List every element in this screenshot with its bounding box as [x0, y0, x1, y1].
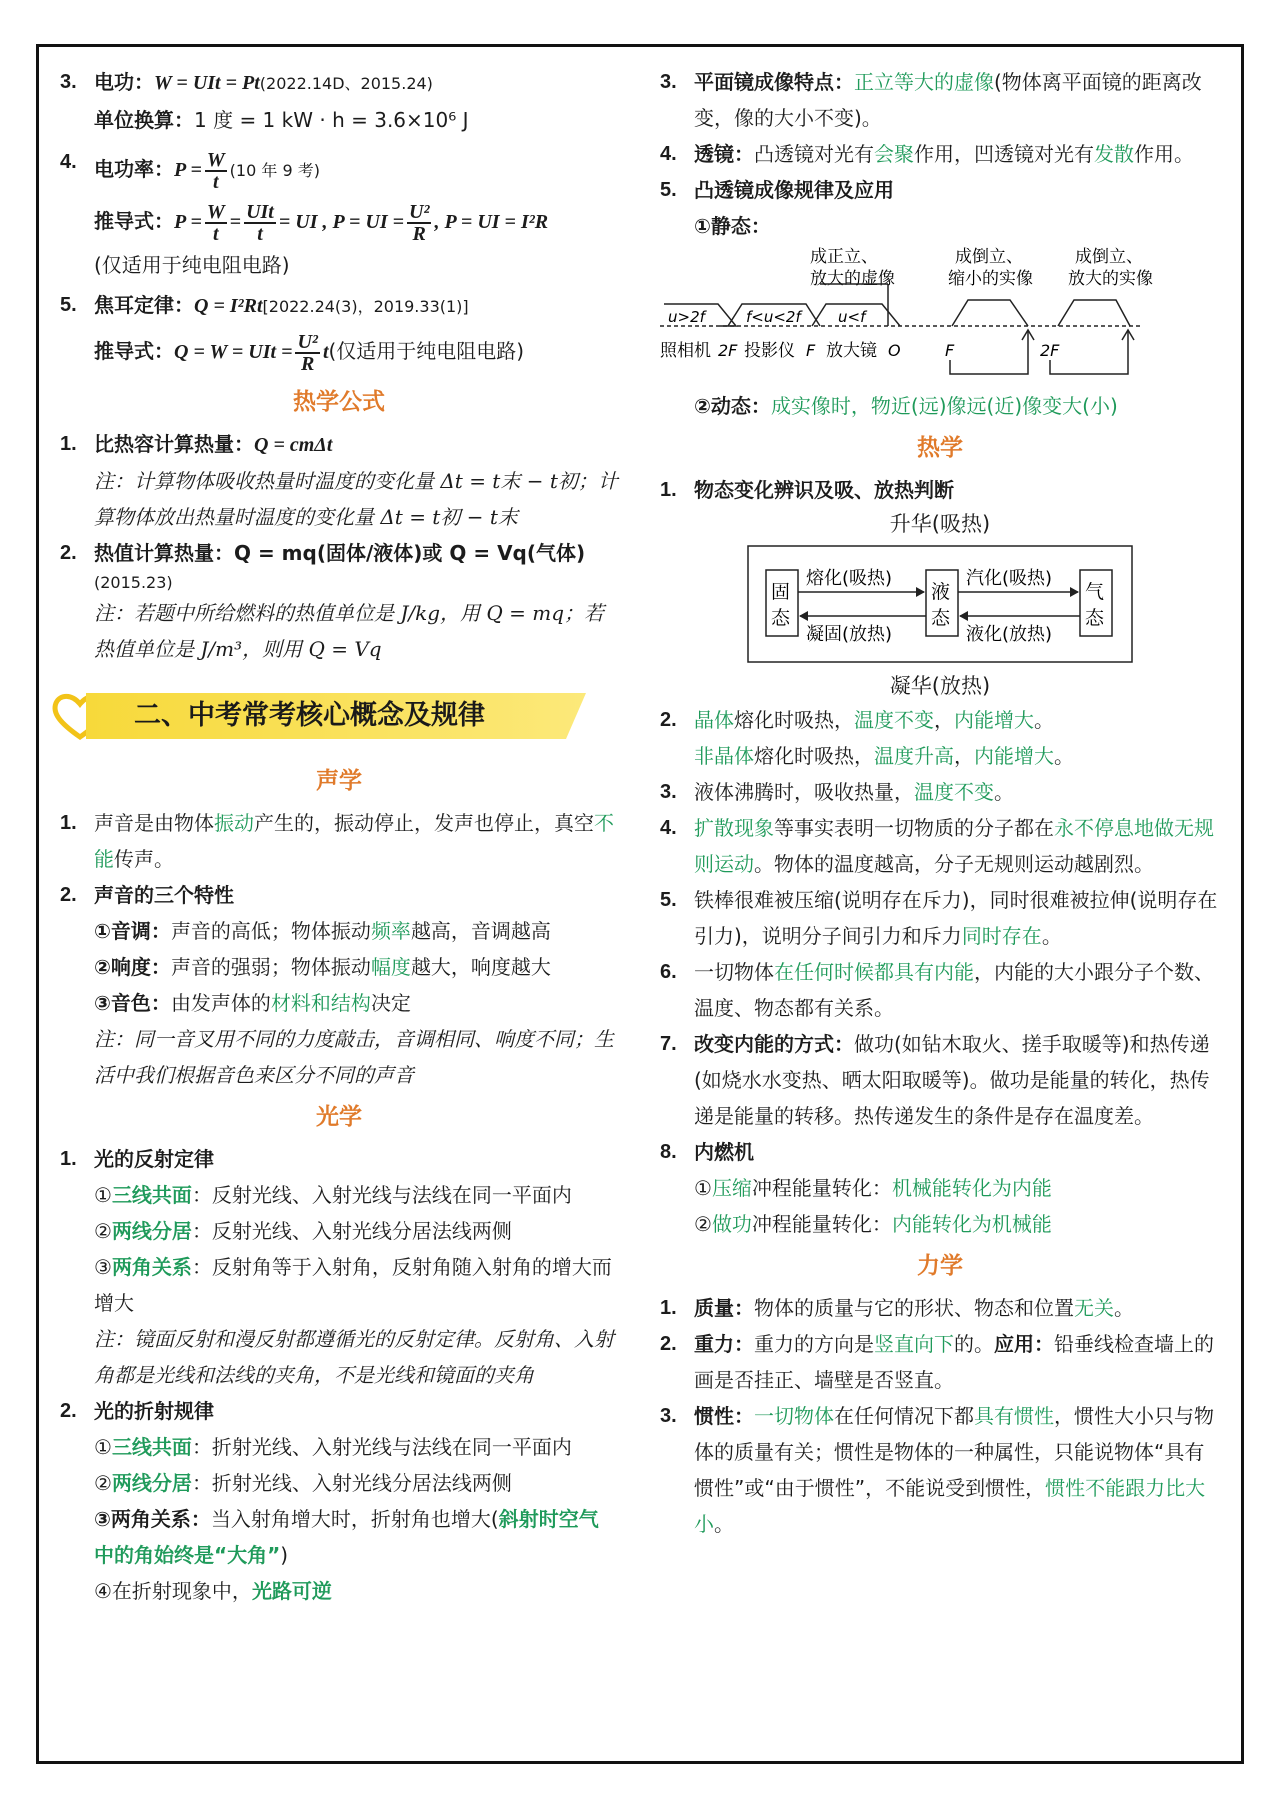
text: 的。 [954, 1332, 994, 1356]
text: ：反射光线、入射光线分居法线两侧 [191, 1219, 512, 1243]
label: 物态变化辨识及吸、放热判断 [694, 478, 954, 502]
note: 注：镜面反射和漫反射都遵循光的反射定律。反射角、入射角都是光线和法线的夹角，不是光线和镜面的夹角 [94, 1327, 614, 1387]
arrow-head-icon [959, 611, 968, 621]
keyword: 具有惯性 [974, 1404, 1054, 1428]
freezing-label: 凝固(放热) [806, 624, 893, 645]
item-sound-1 [60, 805, 618, 877]
keyword: 两线分居 [111, 1219, 192, 1243]
lens-imaging-diagram [660, 244, 1220, 384]
keyword: 幅度 [370, 955, 411, 979]
exam-ref: [2022.24(3)，2019.33(1)] [262, 297, 469, 316]
reflection-rule-3 [60, 1249, 618, 1321]
state-diagram-svg [740, 540, 1140, 670]
label-enlarged: 成倒立、 [1075, 247, 1143, 267]
dynamic-rule [660, 388, 1220, 424]
item-convex-lens [660, 172, 1220, 208]
item-number: 2. [60, 884, 77, 906]
item-number: 5. [660, 179, 677, 201]
item-number: 2. [660, 1333, 677, 1355]
text: 作用，凹透镜对光有 [914, 142, 1094, 166]
item-number: 1. [660, 1297, 677, 1319]
item-sound-2 [60, 877, 618, 913]
section-banner [46, 685, 618, 747]
item-engine [660, 1134, 1220, 1170]
keyword: 同时存在 [961, 924, 1042, 948]
keyword: 频率 [370, 919, 411, 943]
text: 当入射角增大时，折射角也增大( [210, 1507, 499, 1531]
reflection-rule-1 [60, 1177, 618, 1213]
label: 改变内能的方式： [694, 1032, 854, 1056]
label-enlarged-2: 放大的实像 [1068, 269, 1153, 289]
sublimation-label: 升华(吸热) [889, 512, 991, 536]
text: 声音是由物体 [94, 811, 214, 835]
marker: ① [94, 1183, 112, 1207]
text: ：折射光线、入射光线与法线在同一平面内 [191, 1435, 572, 1459]
refraction-rule-2 [60, 1465, 618, 1501]
item-number: 4. [660, 817, 677, 839]
text: ，内能的大小跟分子个数、温度、物态都有关系。 [694, 960, 1214, 1020]
text: (物体离平面镜的距离改变，像的大小不变)。 [694, 70, 1202, 130]
text: 做功(如钻木取火、搓手取暖等)和热传递(如烧水水变热、晒太阳取暖等)。做功是能量的转化，热传递是能量的转移。热传递发生的条件是存在温度差。 [694, 1032, 1210, 1128]
left-column [60, 64, 618, 1609]
text: ：折射光线、入射光线分居法线两侧 [191, 1471, 512, 1495]
deposition-label: 凝华(放热) [889, 674, 991, 698]
arrow-head-icon [916, 587, 925, 597]
text: 声音的高低；物体振动 [170, 919, 371, 943]
label: 单位换算： [94, 108, 194, 132]
solid-label-2: 态 [771, 607, 791, 629]
item-state-change [660, 472, 1220, 508]
text: 。 [1034, 708, 1054, 732]
keyword: 内能转化为机械能 [891, 1212, 1052, 1236]
item-diffusion [660, 810, 1220, 882]
item-boiling [660, 774, 1220, 810]
item-number: 3. [660, 1405, 677, 1427]
keyword: 两角关系 [111, 1255, 192, 1279]
item-joule-law [60, 287, 618, 325]
keyword: 会聚 [874, 142, 914, 166]
section-title-mechanics: 力学 [917, 1253, 963, 1279]
formula: 1 度 = 1 kW · h = 3.6×10⁶ J [194, 108, 469, 132]
power-derivation-note: (仅适用于纯电阻电路) [94, 253, 290, 277]
keyword: 正立等大的虚像 [854, 70, 994, 94]
point-2F-right: 2F [1040, 341, 1060, 360]
keyword: 振动 [214, 811, 254, 835]
text: 。 [1114, 1296, 1134, 1320]
gas-label-1: 气 [1085, 581, 1105, 603]
point-F: F [806, 341, 816, 360]
text: 作用。 [1134, 142, 1194, 166]
label: 推导式： [94, 339, 174, 363]
item-number: 3. [60, 71, 77, 93]
solid-label-1: 固 [771, 581, 791, 603]
gas-label-2: 态 [1085, 607, 1105, 629]
refraction-rule-1 [60, 1429, 618, 1465]
item-lens [660, 136, 1220, 172]
keyword: 温度不变 [914, 780, 994, 804]
liquid-label-1: 液 [931, 581, 951, 603]
section-title-heat-formulas: 热学公式 [293, 389, 385, 415]
text: ， [934, 708, 954, 732]
keyword: 惯性不能跟力比大小 [694, 1476, 1206, 1536]
state-change-diagram [740, 540, 1140, 670]
vaporization-label: 汽化(吸热) [966, 568, 1053, 589]
real-enlarged-bracket [1058, 300, 1130, 326]
formula: Q = I²Rt [194, 295, 263, 317]
exam-ref: (2022.14D、2015.24) [259, 74, 433, 93]
item-number: 5. [60, 294, 77, 316]
item-specific-heat [60, 426, 618, 535]
range-label: f<u<2f [746, 308, 801, 326]
keyword: 温度不变 [854, 708, 934, 732]
banner-title: 二、中考常考核心概念及规律 [134, 700, 485, 731]
arrow-path-1 [950, 330, 1028, 374]
condensation-label: 液化(放热) [966, 624, 1053, 645]
item-label: 光的折射规律 [94, 1399, 214, 1423]
arrow-head-icon [1070, 587, 1079, 597]
refraction-rule-3 [60, 1501, 618, 1573]
power-derivation: 推导式：P = $\frac{W}{t}$ = $\frac{\text{UIt}}{t}$ = UI , P = UI = $\frac{\text{U²}}{R}$ , P = UI = I²R [94, 200, 549, 245]
label: 推导式： [94, 209, 174, 233]
item-heat-value [60, 535, 618, 667]
reflection-rule-2 [60, 1213, 618, 1249]
text: 液体沸腾时，吸收热量， [694, 780, 914, 804]
text: 一切物体 [694, 960, 774, 984]
formula: W = UIt = Pt [154, 72, 260, 94]
item-number: 7. [660, 1033, 677, 1055]
item-label: 光的反射定律 [94, 1147, 214, 1171]
label-reduced-2: 缩小的实像 [948, 269, 1033, 289]
text: ④在折射现象中， [94, 1579, 252, 1603]
label: ③音色： [94, 991, 171, 1015]
item-reflection [60, 1141, 618, 1177]
keyword: 非晶体 [694, 744, 754, 768]
item-number: 6. [660, 961, 677, 983]
joule-derivation: 推导式：Q = W = UIt = $\frac{\text{U²}}{R}$ t(仅适用于纯电阻电路) [94, 330, 525, 375]
lens-diagram-svg [660, 244, 1220, 384]
arrow-head-icon [799, 611, 808, 621]
point-F-right: F [945, 341, 955, 360]
item-number: 3. [660, 781, 677, 803]
text: 铁棒很难被压缩(说明存在斥力)，同时很难被拉伸(说明存在引力)，说明分子间引力和斥力 [694, 888, 1218, 948]
keyword: 无关 [1074, 1296, 1114, 1320]
text: ) [280, 1543, 289, 1567]
keyword: 光路可逆 [251, 1579, 332, 1603]
keyword: 成实像时，物近(远)像远(近)像变大(小) [770, 394, 1118, 418]
label: ②动态： [694, 394, 771, 418]
item-mass [660, 1290, 1220, 1326]
keyword: 三线共面 [111, 1435, 192, 1459]
keyword: 材料和结构 [270, 991, 371, 1015]
keyword: 压缩 [711, 1176, 752, 1200]
item-number: 4. [60, 151, 77, 173]
marker: ③ [94, 1255, 112, 1279]
keyword: 机械能转化为内能 [891, 1176, 1052, 1200]
item-number: 8. [660, 1141, 677, 1163]
text: 产生的，振动停止，发声也停止，真空 [254, 811, 594, 835]
label: 透镜： [694, 142, 754, 166]
magnifier-label: 放大镜 [826, 341, 877, 361]
text: 。 [1041, 924, 1062, 948]
item-label: 焦耳定律： [94, 293, 194, 317]
item-number: 1. [660, 479, 677, 501]
item-molecular-force [660, 882, 1220, 954]
sound-pitch [60, 913, 618, 949]
item-plane-mirror [660, 64, 1220, 136]
right-column [660, 64, 1220, 1542]
label: 平面镜成像特点： [694, 70, 854, 94]
label: 应用： [994, 1332, 1054, 1356]
item-gravity [660, 1326, 1220, 1398]
label: 惯性： [694, 1404, 754, 1428]
note: 注：同一音叉用不同的力度敲击，音调相同、响度不同；生活中我们根据音色来区分不同的声音 [94, 1027, 614, 1087]
label: 重力： [694, 1332, 754, 1356]
marker: ① [694, 1176, 712, 1200]
text: 声音的强弱；物体振动 [170, 955, 371, 979]
arrow-path-2 [1050, 330, 1128, 374]
engine-power [660, 1206, 1220, 1242]
label: ②响度： [94, 955, 171, 979]
label: 凸透镜成像规律及应用 [694, 178, 894, 202]
refraction-rule-4 [60, 1573, 618, 1609]
keyword: 温度升高 [874, 744, 954, 768]
formula: Q = cmΔt [254, 434, 333, 456]
note: 注：若题中所给燃料的热值单位是 J/kg，用 Q = mq；若热值单位是 J/m³，则用 Q = Vq [94, 601, 605, 661]
note: 注：计算物体吸收热量时温度的变化量 Δt = t末 − t初；计算物体放出热量时温度的变化量 Δt = t初 − t末 [94, 469, 618, 529]
range-label: u<f [838, 308, 866, 326]
marker: ② [694, 1212, 712, 1236]
item-number: 3. [660, 71, 677, 93]
keyword: 永不停息地做无规则运动 [694, 816, 1214, 876]
keyword: 三线共面 [111, 1183, 192, 1207]
keyword: 发散 [1094, 142, 1134, 166]
text: 决定 [370, 991, 411, 1015]
text: ：反射角等于入射角，反射角随入射角的增大而增大 [94, 1255, 612, 1315]
marker: ① [94, 1435, 112, 1459]
keyword: 一切物体 [754, 1404, 834, 1428]
unit-conversion [60, 102, 618, 138]
item-refraction [60, 1393, 618, 1429]
keyword: 在任何时候都具有内能 [774, 960, 974, 984]
item-electric-power: 4. 电功率：P = $\frac{W}{t}$ (10 年 9 考) [60, 144, 618, 196]
label-reduced: 成倒立、 [955, 247, 1023, 267]
item-number: 1. [60, 812, 77, 834]
note: (仅适用于纯电阻电路) [328, 339, 525, 363]
formula: Q = mq(固体/液体)或 Q = Vq(气体) [234, 541, 586, 565]
keyword: 晶体 [694, 708, 734, 732]
text: 熔化时吸热， [754, 744, 874, 768]
text: 。 [714, 1512, 734, 1536]
text: 。物体的温度越高，分子无规则运动越剧烈。 [754, 852, 1154, 876]
label: ③两角关系： [94, 1507, 211, 1531]
item-electric-work [60, 64, 618, 102]
range-label: u>2f [668, 308, 705, 326]
keyword: 竖直向下 [874, 1332, 954, 1356]
label-virtual-2: 放大的虚像 [810, 269, 895, 289]
keyword: 扩散现象 [694, 816, 774, 840]
item-number: 2. [660, 709, 677, 731]
text: 。 [1054, 744, 1074, 768]
item-internal-energy [660, 954, 1220, 1026]
item-number: 1. [60, 1148, 77, 1170]
item-melting [660, 702, 1220, 774]
text: 冲程能量转化： [751, 1212, 892, 1236]
item-number: 2. [60, 1400, 77, 1422]
item-number: 2. [60, 542, 77, 564]
exam-ref: (2015.23) [94, 573, 173, 592]
keyword: 做功 [711, 1212, 752, 1236]
liquid-label-2: 态 [931, 607, 951, 629]
section-title-thermal: 热学 [917, 435, 963, 461]
text: 凸透镜对光有 [754, 142, 874, 166]
item-number: 5. [660, 889, 677, 911]
keyword: 内能增大 [954, 708, 1034, 732]
point-2F: 2F [718, 341, 738, 360]
label-virtual: 成正立、 [810, 247, 878, 267]
sound-timbre [60, 985, 618, 1021]
sound-loudness [60, 949, 618, 985]
text: 熔化时吸热， [734, 708, 854, 732]
text: 由发声体的 [170, 991, 271, 1015]
keyword: 内能增大 [974, 744, 1054, 768]
text: 越大，响度越大 [410, 955, 551, 979]
text: 物体的质量与它的形状、物态和位置 [754, 1296, 1074, 1320]
melting-label: 熔化(吸热) [806, 568, 893, 589]
text: 越高，音调越高 [410, 919, 551, 943]
point-O: O [888, 341, 901, 360]
label: ①音调： [94, 919, 171, 943]
item-label: 比热容计算热量： [94, 432, 254, 456]
item-inertia [660, 1398, 1220, 1542]
real-reduced-bracket [952, 300, 1028, 326]
text: 在任何情况下都 [834, 1404, 974, 1428]
keyword: 两线分居 [111, 1471, 192, 1495]
text: ， [954, 744, 974, 768]
text: 重力的方向是 [754, 1332, 874, 1356]
item-number: 1. [60, 433, 77, 455]
label: 内燃机 [694, 1140, 754, 1164]
text: ：反射光线、入射光线与法线在同一平面内 [191, 1183, 572, 1207]
item-label: 电功： [94, 70, 154, 94]
item-number: 4. [660, 143, 677, 165]
projector-label: 投影仪 [744, 341, 795, 361]
engine-compression [660, 1170, 1220, 1206]
section-title-acoustics: 声学 [316, 768, 362, 794]
text: 冲程能量转化： [751, 1176, 892, 1200]
item-label: 声音的三个特性 [94, 883, 234, 907]
marker: ② [94, 1471, 112, 1495]
label: 质量： [694, 1296, 754, 1320]
text: 等事实表明一切物质的分子都在 [774, 816, 1054, 840]
exam-ref: (10 年 9 考) [229, 161, 320, 180]
text: 铅垂线检查墙上的画是否挂正、墙壁是否竖直。 [694, 1332, 1214, 1392]
keyword: 斜射时空气中的角始终是“大角” [94, 1507, 599, 1567]
static-label: ①静态： [694, 214, 771, 238]
text: 。 [994, 780, 1014, 804]
item-label: 热值计算热量： [94, 541, 234, 565]
text: ，惯性大小只与物体的质量有关；惯性是物体的一种属性，只能说物体“具有惯性”或“由于惯性”，不能说受到惯性， [694, 1404, 1214, 1500]
marker: ② [94, 1219, 112, 1243]
section-title-optics: 光学 [316, 1104, 362, 1130]
keyword: 不能 [94, 811, 614, 871]
item-change-energy [660, 1026, 1220, 1134]
text: 传声。 [114, 847, 174, 871]
item-label: 电功率： [94, 157, 174, 181]
camera-label: 照相机 [660, 341, 711, 361]
